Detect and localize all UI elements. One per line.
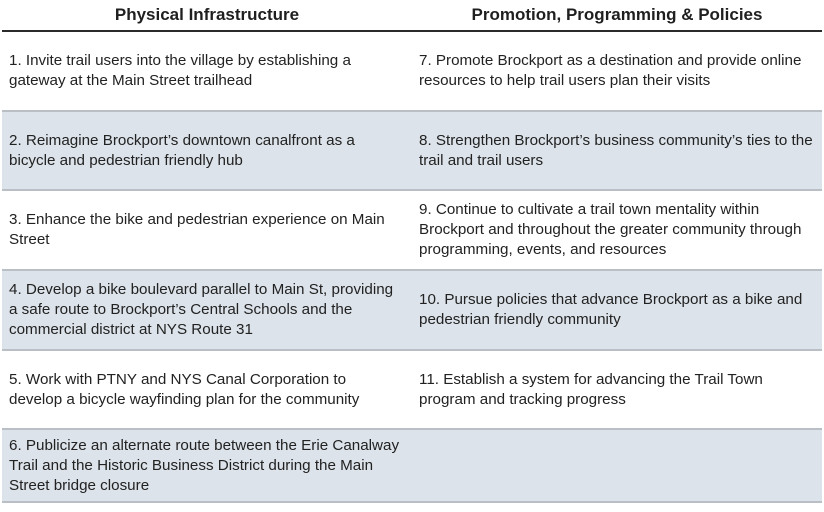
table-row — [2, 112, 822, 191]
table-row — [2, 191, 822, 271]
table-row — [2, 351, 822, 430]
table-cell-right: 11. Establish a system for advancing the Trail Town program and tracking progress — [419, 370, 763, 408]
table-row — [2, 32, 822, 112]
column-header-physical-infrastructure: Physical Infrastructure — [114, 5, 300, 24]
table-row — [2, 430, 822, 503]
table-cell-left: 3. Enhance the bike and pedestrian experience on Main Street — [9, 211, 385, 248]
table-cell-left: 4. Develop a bike boulevard parallel to Main St, providing a safe route to Brockport’s Central Schools and the commercial district at NYS Route 31 — [9, 281, 394, 338]
table-cell-left: 2. Reimagine Brockport’s downtown canalfront as a bicycle and pedestrian friendly hub — [9, 131, 355, 169]
recommendations-table — [2, 0, 822, 503]
table-cell-right: 8. Strengthen Brockport’s business community’s ties to the trail and trail users — [419, 131, 813, 169]
table-cell-left: 1. Invite trail users into the village by establishing a gateway at the Main Street trailhead — [9, 52, 351, 89]
table-cell-left: 6. Publicize an alternate route between the Erie Canalway Trail and the Historic Business District during the Main Street bridge closure — [9, 436, 400, 494]
table-cell-right: 7. Promote Brockport as a destination and provide online resources to help trail users plan their visits — [419, 52, 802, 89]
table-cell-right: 10. Pursue policies that advance Brockport as a bike and pedestrian friendly community — [419, 291, 803, 328]
table-cell-left: 5. Work with PTNY and NYS Canal Corporation to develop a bicycle wayfinding plan for the community — [9, 370, 360, 408]
table-row — [2, 271, 822, 351]
column-header-promotion-programming-policies: Promotion, Programming & Policies — [471, 5, 763, 24]
table-header — [2, 0, 822, 32]
table-cell-right: 9. Continue to cultivate a trail town mentality within Brockport and throughout the greater community through programming, events, and resources — [419, 201, 802, 258]
